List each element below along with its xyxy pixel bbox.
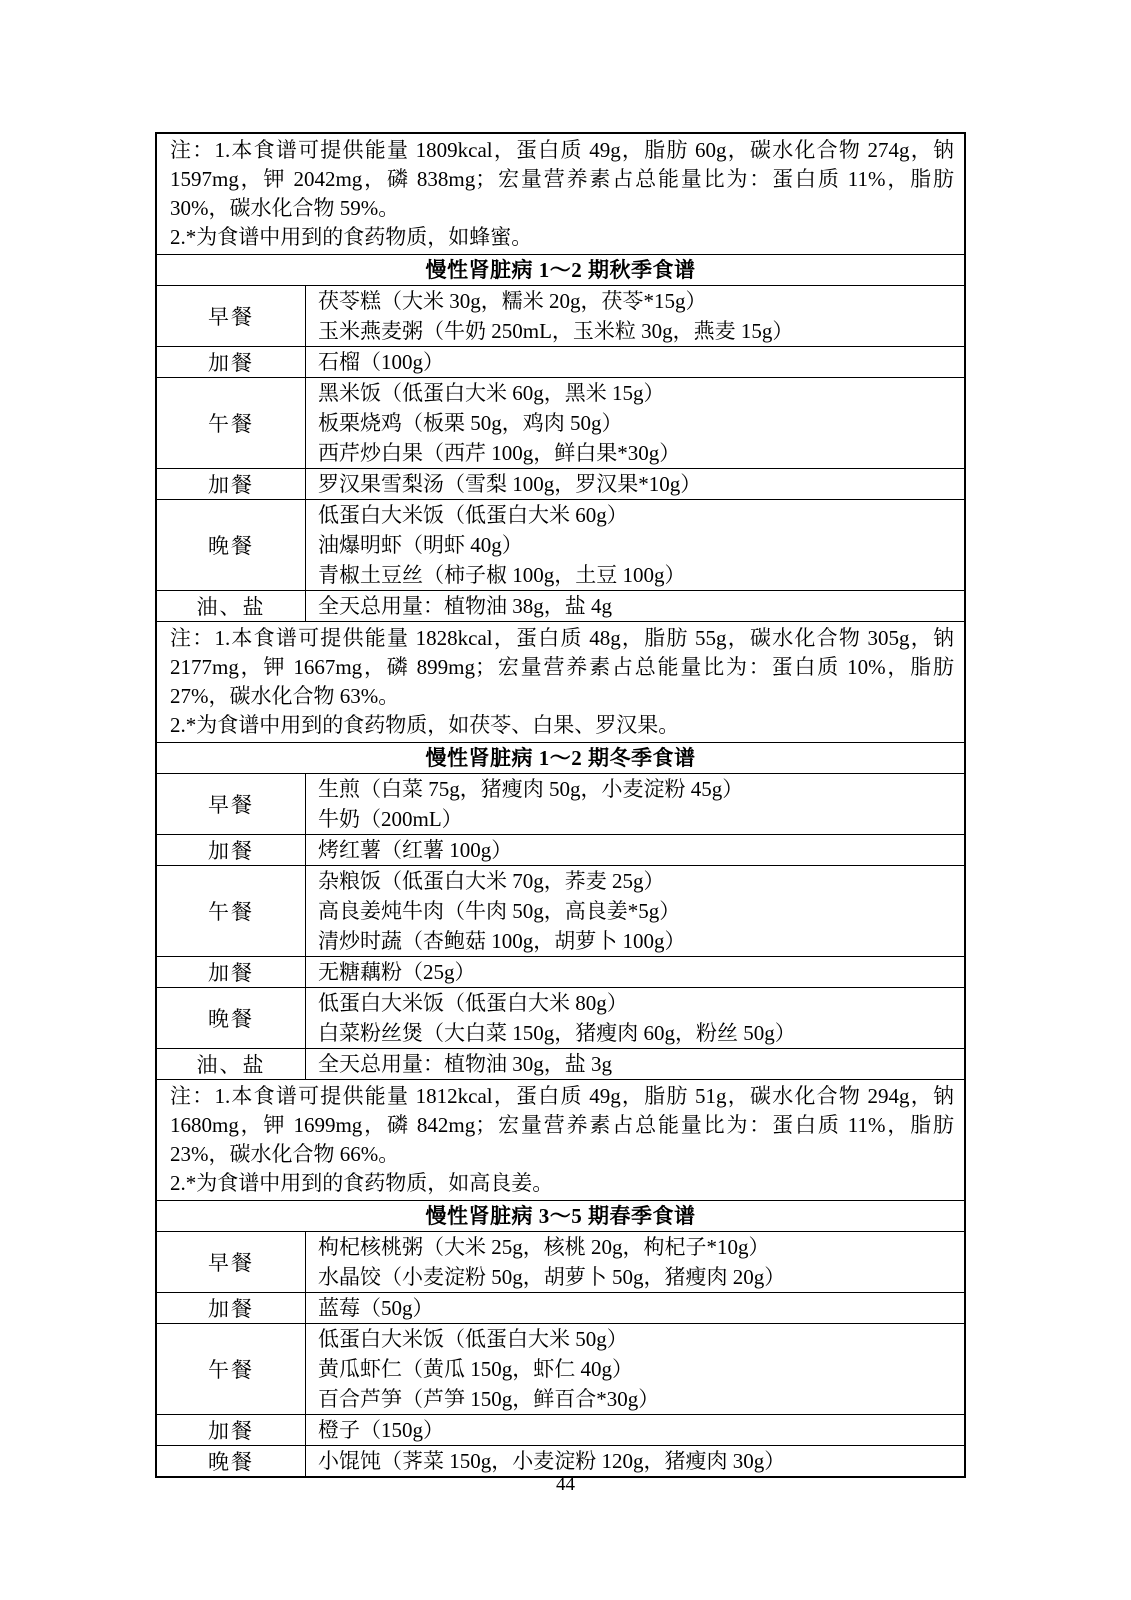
dish-item: 烤红薯（红薯 100g） [318, 838, 513, 862]
dish-list [306, 774, 964, 834]
table-title: 慢性肾脏病 3～5 期春季食谱 [157, 1201, 964, 1232]
meal-label: 加餐 [157, 1293, 306, 1323]
dish-item: 杂粮饭（低蛋白大米 70g，荞麦 25g） [318, 869, 665, 893]
dish-list [306, 835, 964, 865]
table-row [157, 1232, 964, 1293]
dish-item: 油爆明虾（明虾 40g） [318, 533, 523, 557]
dish-item: 水晶饺（小麦淀粉 50g，胡萝卜 50g，猪瘦肉 20g） [318, 1265, 786, 1289]
dish-item: 蓝莓（50g） [318, 1296, 434, 1320]
meal-label: 加餐 [157, 347, 306, 377]
dish-list [306, 866, 964, 956]
meal-label: 加餐 [157, 469, 306, 499]
dish-item: 牛奶（200mL） [318, 807, 463, 831]
dish-item: 黑米饭（低蛋白大米 60g，黑米 15g） [318, 381, 665, 405]
dish-item: 低蛋白大米饭（低蛋白大米 60g） [318, 503, 628, 527]
table-row [157, 469, 964, 500]
dish-list [306, 469, 964, 499]
dish-list [306, 1049, 964, 1079]
meal-label: 加餐 [157, 835, 306, 865]
table-row [157, 835, 964, 866]
dish-list [306, 988, 964, 1048]
meal-label: 加餐 [157, 1415, 306, 1445]
meal-label: 早餐 [157, 286, 306, 346]
meal-label: 早餐 [157, 1232, 306, 1292]
dish-list [306, 500, 964, 590]
dish-item: 罗汉果雪梨汤（雪梨 100g，罗汉果*10g） [318, 472, 702, 496]
note-paragraph: 注：1.本食谱可提供能量 1828kcal，蛋白质 48g，脂肪 55g，碳水化合物 305g，钠 2177mg，钾 1667mg，磷 899mg；宏量营养素占总能量比为：蛋白质 10%，脂肪 27%，碳水化合物 63%。 [170, 626, 954, 708]
meal-label: 晚餐 [157, 1446, 306, 1476]
dish-item: 生煎（白菜 75g，猪瘦肉 50g，小麦淀粉 45g） [318, 777, 744, 801]
meal-label: 午餐 [157, 866, 306, 956]
dish-item: 无糖藕粉（25g） [318, 960, 476, 984]
dish-item: 清炒时蔬（杏鲍菇 100g，胡萝卜 100g） [318, 929, 686, 953]
table-row [157, 1415, 964, 1446]
meal-label: 油、盐 [157, 591, 306, 621]
dish-list [306, 1446, 964, 1476]
table-title: 慢性肾脏病 1～2 期秋季食谱 [157, 255, 964, 286]
dish-list [306, 347, 964, 377]
dish-list [306, 1232, 964, 1292]
note-paragraph: 2.*为食谱中用到的食药物质，如高良姜。 [170, 1171, 554, 1195]
meal-label: 晚餐 [157, 500, 306, 590]
note-paragraph: 注：1.本食谱可提供能量 1809kcal，蛋白质 49g，脂肪 60g，碳水化合物 274g，钠 1597mg，钾 2042mg，磷 838mg；宏量营养素占总能量比为：蛋白质 11%，脂肪 30%，碳水化合物 59%。 [170, 138, 954, 220]
dish-list [306, 1324, 964, 1414]
table-row [157, 286, 964, 347]
dish-item: 橙子（150g） [318, 1418, 444, 1442]
table-title: 慢性肾脏病 1～2 期冬季食谱 [157, 743, 964, 774]
dish-list [306, 591, 964, 621]
meal-label: 早餐 [157, 774, 306, 834]
note-row [157, 134, 964, 255]
table-row [157, 957, 964, 988]
dish-item: 低蛋白大米饭（低蛋白大米 80g） [318, 991, 628, 1015]
dish-item: 低蛋白大米饭（低蛋白大米 50g） [318, 1327, 628, 1351]
recipe-tables [155, 132, 966, 1478]
dish-list [306, 1293, 964, 1323]
page-number: 44 [556, 1474, 575, 1495]
table-row [157, 1446, 964, 1476]
note-paragraph: 2.*为食谱中用到的食药物质，如茯苓、白果、罗汉果。 [170, 713, 680, 737]
meal-label: 加餐 [157, 957, 306, 987]
table-row [157, 347, 964, 378]
meal-label: 晚餐 [157, 988, 306, 1048]
dish-item: 玉米燕麦粥（牛奶 250mL，玉米粒 30g，燕麦 15g） [318, 319, 794, 343]
table-row [157, 1293, 964, 1324]
table-row [157, 988, 964, 1049]
dish-item: 白菜粉丝煲（大白菜 150g，猪瘦肉 60g，粉丝 50g） [318, 1021, 796, 1045]
table-row [157, 1324, 964, 1415]
dish-item: 石榴（100g） [318, 350, 444, 374]
dish-list [306, 378, 964, 468]
note-paragraph: 2.*为食谱中用到的食药物质，如蜂蜜。 [170, 225, 533, 249]
table-row [157, 1049, 964, 1080]
dish-item: 小馄饨（荠菜 150g，小麦淀粉 120g，猪瘦肉 30g） [318, 1449, 786, 1473]
dish-item: 茯苓糕（大米 30g，糯米 20g，茯苓*15g） [318, 289, 707, 313]
dish-item: 黄瓜虾仁（黄瓜 150g，虾仁 40g） [318, 1357, 633, 1381]
table-row [157, 774, 964, 835]
dish-item: 全天总用量：植物油 30g，盐 3g [318, 1052, 612, 1076]
dish-item: 百合芦笋（芦笋 150g，鲜百合*30g） [318, 1387, 660, 1411]
note-row [157, 1080, 964, 1201]
meal-label: 午餐 [157, 378, 306, 468]
dish-list [306, 1415, 964, 1445]
table-row [157, 866, 964, 957]
dish-item: 西芹炒白果（西芹 100g，鲜白果*30g） [318, 441, 681, 465]
dish-list [306, 957, 964, 987]
note-row [157, 622, 964, 743]
table-row [157, 500, 964, 591]
dish-item: 板栗烧鸡（板栗 50g，鸡肉 50g） [318, 411, 623, 435]
meal-label: 油、盐 [157, 1049, 306, 1079]
dish-list [306, 286, 964, 346]
dish-item: 全天总用量：植物油 38g，盐 4g [318, 594, 612, 618]
table-row [157, 591, 964, 622]
dish-item: 青椒土豆丝（柿子椒 100g，土豆 100g） [318, 563, 686, 587]
note-paragraph: 注：1.本食谱可提供能量 1812kcal，蛋白质 49g，脂肪 51g，碳水化合物 294g，钠 1680mg，钾 1699mg，磷 842mg；宏量营养素占总能量比为：蛋白质 11%，脂肪 23%，碳水化合物 66%。 [170, 1084, 954, 1166]
meal-label: 午餐 [157, 1324, 306, 1414]
table-row [157, 378, 964, 469]
dish-item: 枸杞核桃粥（大米 25g，核桃 20g，枸杞子*10g） [318, 1235, 770, 1259]
dish-item: 高良姜炖牛肉（牛肉 50g，高良姜*5g） [318, 899, 681, 923]
